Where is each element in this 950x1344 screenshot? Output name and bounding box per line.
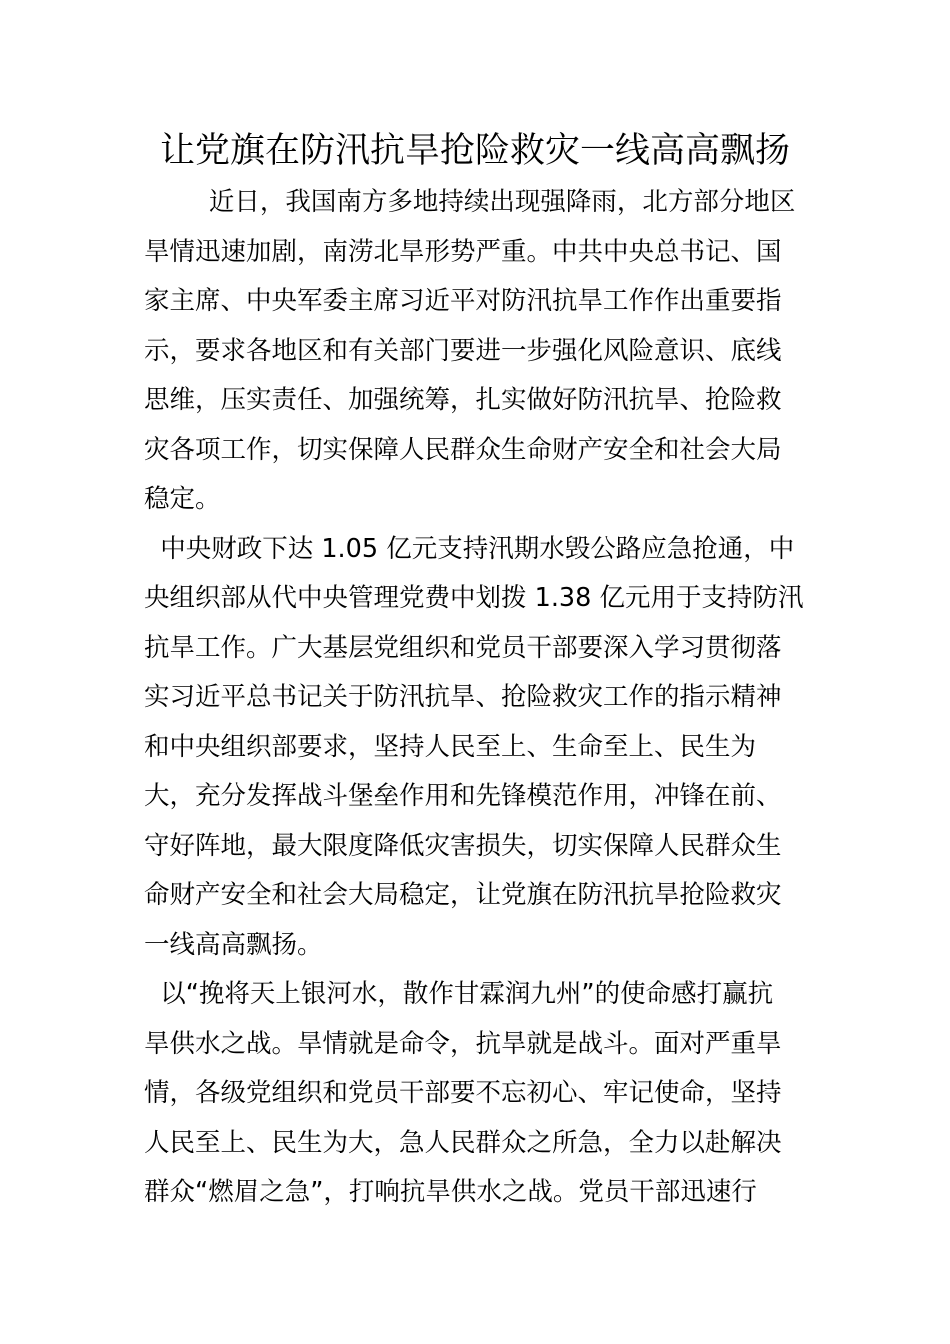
body-line: 和中央组织部要求，坚持人民至上、生命至上、民生为 [144, 731, 757, 762]
body-line: 以“挽将天上银河水，散作甘霖润九州”的使命感打赢抗 [144, 979, 774, 1009]
body-line: 灾各项工作，切实保障人民群众生命财产安全和社会大局 [144, 434, 782, 465]
document-title: 让党旗在防汛抗旱抢险救灾一线高高飘扬 [159, 131, 790, 171]
body-line: 旱供水之战。旱情就是命令，抗旱就是战斗。面对严重旱 [144, 1028, 782, 1059]
body-line: 中央财政下达 1.05 亿元支持汛期水毁公路应急抢通，中 [144, 533, 795, 564]
body-line: 一线高高飘扬。 [144, 929, 323, 960]
body-line: 思维，压实责任、加强统筹，扎实做好防汛抗旱、抢险救 [144, 385, 782, 415]
body-line: 家主席、中央军委主席习近平对防汛抗旱工作作出重要指 [144, 286, 782, 316]
body-line: 旱情迅速加剧，南涝北旱形势严重。中共中央总书记、国 [144, 236, 782, 267]
body-line: 群众“燃眉之急”，打响抗旱供水之战。党员干部迅速行 [144, 1177, 757, 1207]
body-line: 命财产安全和社会大局稳定，让党旗在防汛抗旱抢险救灾 [144, 880, 782, 910]
body-line: 抗旱工作。广大基层党组织和党员干部要深入学习贯彻落 [144, 632, 782, 663]
body-line: 示，要求各地区和有关部门要进一步强化风险意识、底线 [144, 335, 782, 366]
body-line: 近日，我国南方多地持续出现强降雨，北方部分地区 [144, 187, 796, 217]
body-line: 情，各级党组织和党员干部要不忘初心、牢记使命，坚持 [144, 1078, 782, 1108]
body-line: 稳定。 [144, 484, 221, 514]
document-body [144, 178, 844, 1218]
body-line: 守好阵地，最大限度降低灾害损失，切实保障人民群众生 [144, 830, 782, 861]
body-line: 人民至上、民生为大，急人民群众之所急，全力以赴解决 [144, 1127, 782, 1158]
body-line: 央组织部从代中央管理党费中划拨 1.38 亿元用于支持防汛 [144, 583, 804, 613]
body-line: 大，充分发挥战斗堡垒作用和先锋模范作用，冲锋在前、 [144, 781, 782, 811]
body-line: 实习近平总书记关于防汛抗旱、抢险救灾工作的指示精神 [144, 682, 782, 712]
